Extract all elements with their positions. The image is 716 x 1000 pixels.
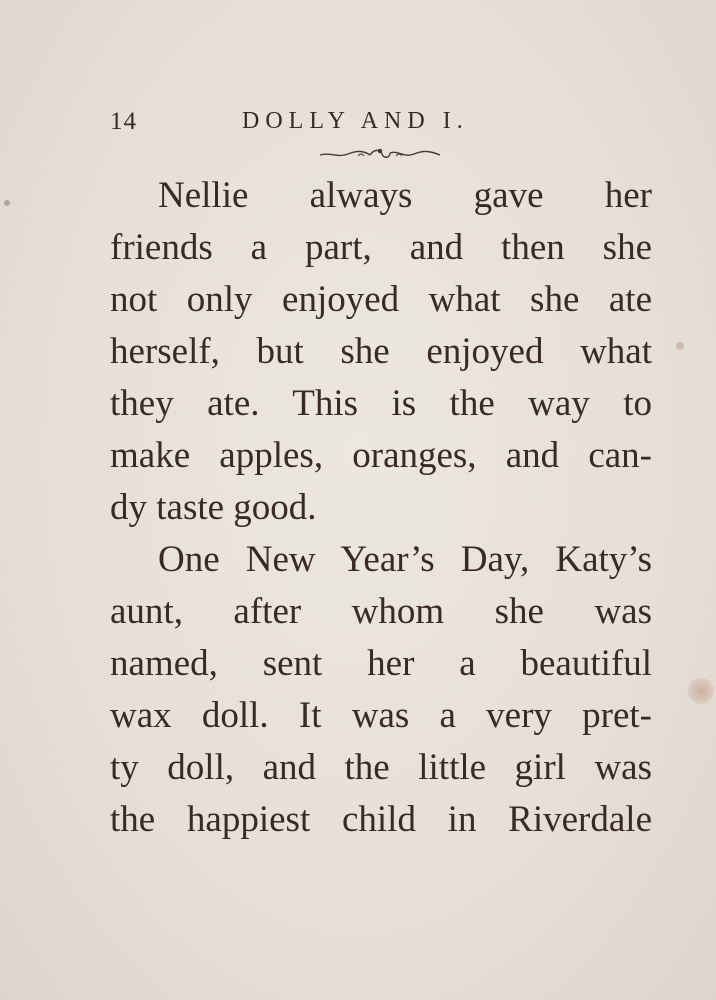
- text-line: herself, but she enjoyed what: [110, 331, 652, 372]
- text-line: friends a part, and then she: [110, 227, 652, 268]
- text-line: named, sent her a beautiful: [110, 643, 652, 684]
- text-line: make apples, oranges, and can-: [110, 435, 652, 476]
- text-line: aunt, after whom she was: [110, 591, 652, 632]
- page-number: 14: [110, 108, 137, 135]
- running-head: [110, 108, 650, 138]
- text-line: not only enjoyed what she ate: [110, 279, 652, 320]
- body-text: [110, 170, 652, 846]
- foxing-spot: [4, 200, 10, 206]
- text-line: Nellie always gave her: [158, 175, 652, 216]
- foxing-spot: [688, 678, 714, 704]
- foxing-spot: [676, 342, 684, 350]
- text-line: One New Year’s Day, Katy’s: [158, 539, 652, 580]
- text-line: ty doll, and the little girl was: [110, 747, 652, 788]
- text-line: dy taste good.: [110, 487, 317, 528]
- text-line: wax doll. It was a very pret-: [110, 695, 652, 736]
- running-title: DOLLY AND I.: [242, 108, 469, 134]
- text-line: the happiest child in Riverdale: [110, 799, 652, 840]
- text-line: they ate. This is the way to: [110, 383, 652, 424]
- scroll-ornament-icon: [318, 146, 442, 162]
